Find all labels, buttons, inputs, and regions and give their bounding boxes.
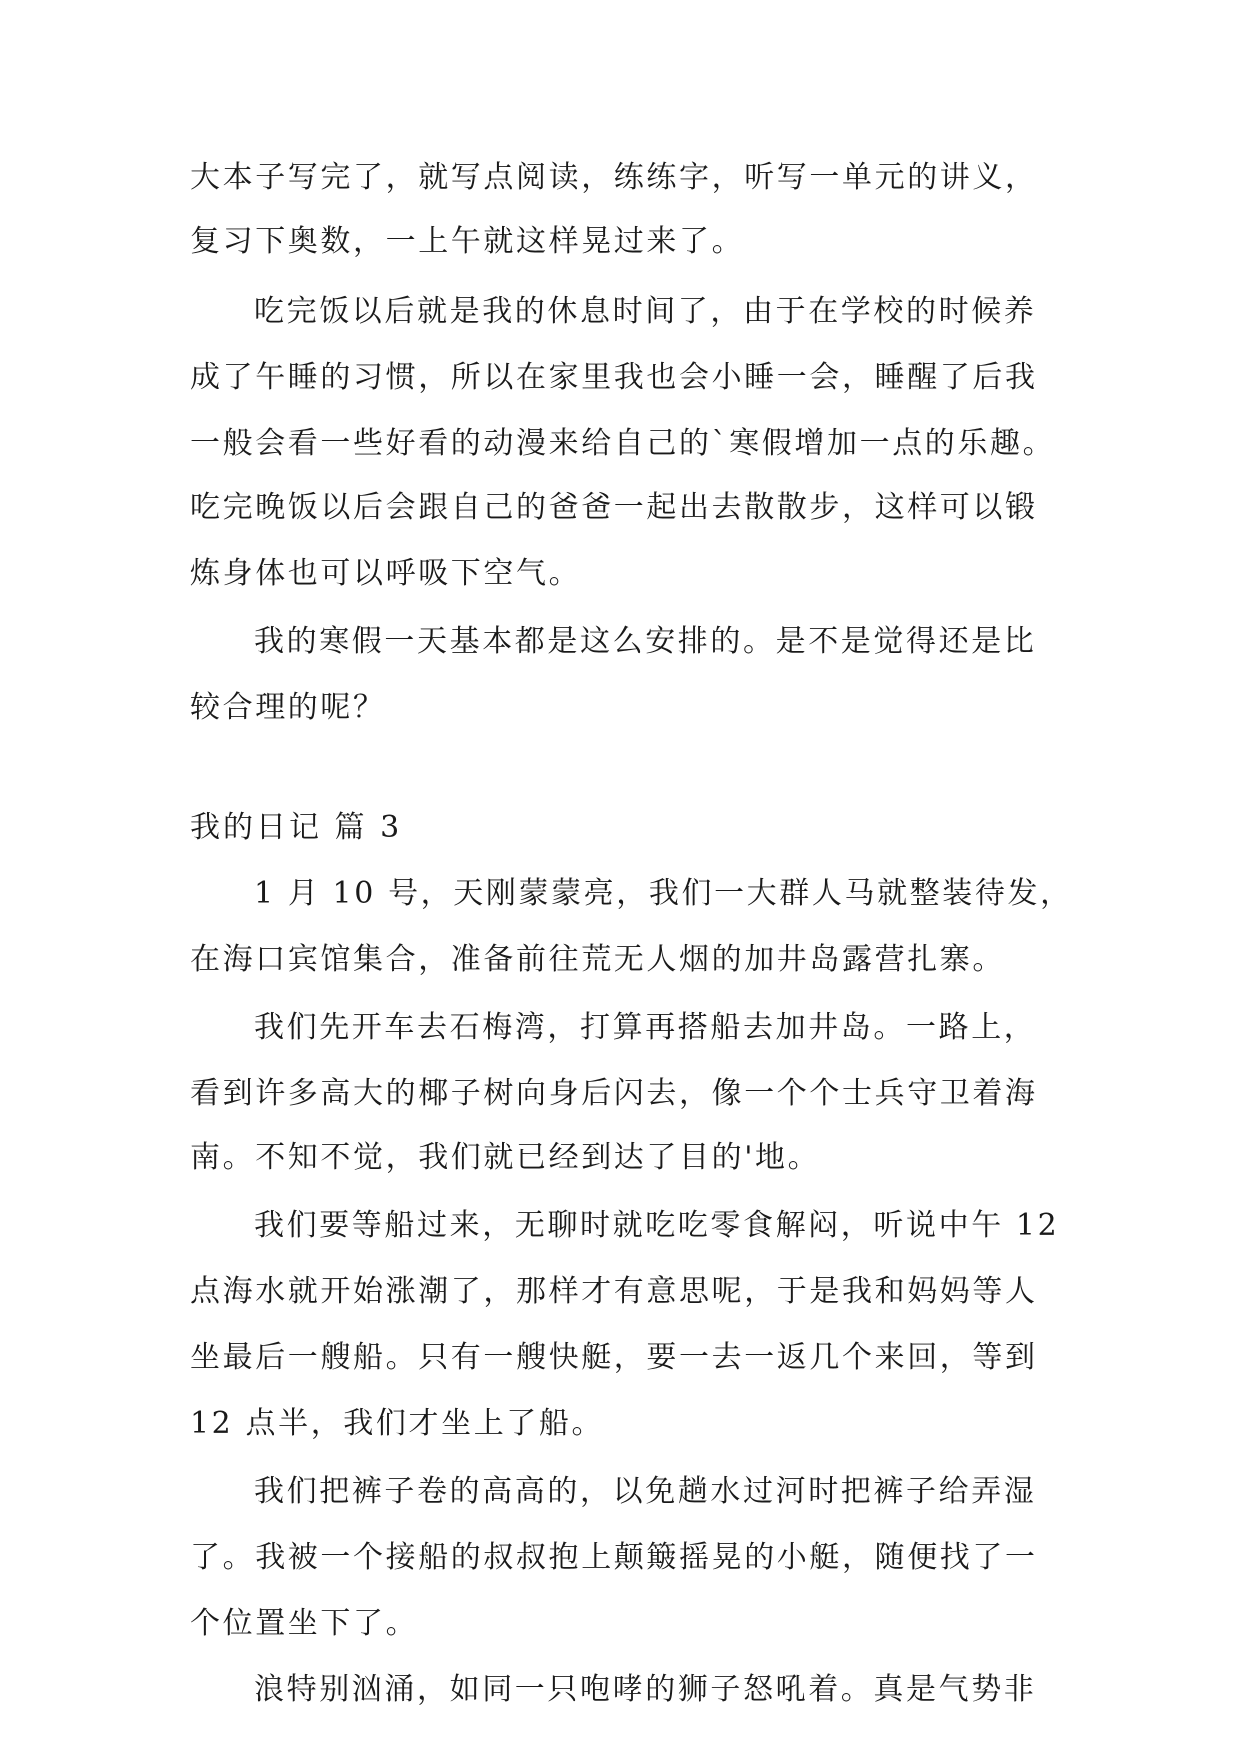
text-line: 南。不知不觉，我们就已经到达了目的'地。 [190,1140,821,1175]
text-line: 成了午睡的习惯，所以在家里我也会小睡一会，睡醒了后我 [190,360,1038,395]
text-line: 1 月 10 号，天刚蒙蒙亮，我们一大群人马就整装待发， [254,876,1073,911]
text-line: 坐最后一艘船。只有一艘快艇，要一去一返几个来回，等到 [190,1340,1038,1375]
text-line: 12 点半，我们才坐上了船。 [190,1406,605,1441]
text-line: 个位置坐下了。 [190,1606,419,1641]
text-line: 一般会看一些好看的动漫来给自己的`寒假增加一点的乐趣。 [190,426,1056,461]
text-line: 点海水就开始涨潮了，那样才有意思呢，于是我和妈妈等人 [190,1274,1038,1309]
text-line: 炼身体也可以呼吸下空气。 [190,556,582,591]
text-line: 在海口宾馆集合，准备前往荒无人烟的加井岛露营扎寨。 [190,942,1005,977]
text-line: 复习下奥数，一上午就这样晃过来了。 [190,224,745,259]
text-line: 浪特别汹涌，如同一只咆哮的狮子怒吼着。真是气势非 [254,1672,1037,1707]
text-line: 了。我被一个接船的叔叔抱上颠簸摇晃的小艇，随便找了一 [190,1540,1038,1575]
text-line: 看到许多高大的椰子树向身后闪去，像一个个士兵守卫着海 [190,1076,1038,1111]
text-line: 吃完晚饭以后会跟自己的爸爸一起出去散散步，这样可以锻 [190,490,1038,525]
text-line: 我们要等船过来，无聊时就吃吃零食解闷，听说中午 12 [254,1208,1060,1243]
text-line: 我们把裤子卷的高高的，以免趟水过河时把裤子给弄湿 [254,1474,1037,1509]
text-line: 我们先开车去石梅湾，打算再搭船去加井岛。一路上， [254,1010,1037,1045]
text-line: 吃完饭以后就是我的休息时间了，由于在学校的时候养 [254,294,1037,329]
text-line: 我的寒假一天基本都是这么安排的。是不是觉得还是比 [254,624,1037,659]
text-line: 较合理的呢？ [190,690,386,725]
section-heading: 我的日记 篇 3 [190,810,403,845]
text-line: 大本子写完了，就写点阅读，练练字，听写一单元的讲义， [190,160,1038,195]
